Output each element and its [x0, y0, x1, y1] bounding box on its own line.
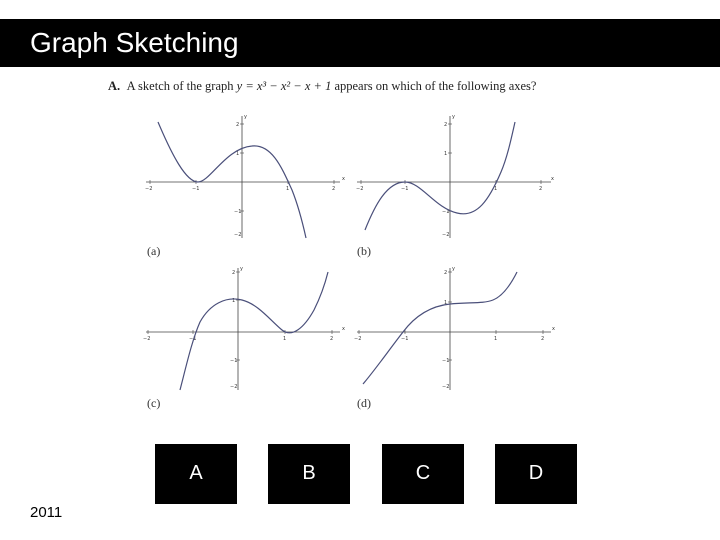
graph-a	[142, 110, 347, 258]
graph-d-plot	[353, 262, 558, 392]
graph-b-label: (b)	[357, 244, 371, 258]
graph-c-ytick-1: 1	[232, 298, 236, 304]
graph-b-plot	[353, 110, 558, 240]
graph-a-xtick-0: −2	[145, 186, 153, 192]
graph-b-xtick-0: −2	[356, 186, 364, 192]
graph-b	[353, 110, 558, 258]
graph-b-xtick-3: 2	[539, 186, 543, 192]
graph-b-ytick-1: 1	[444, 151, 448, 157]
answer-a-button[interactable]: A	[155, 444, 237, 504]
answer-d-button[interactable]: D	[495, 444, 577, 504]
graph-d-ytick-2: −1	[442, 358, 450, 364]
graph-c-ytick-2: −1	[230, 358, 238, 364]
graph-d-curve	[363, 272, 517, 384]
graph-a-ytick-3: −2	[234, 232, 242, 238]
graph-b-x-label: x	[551, 176, 554, 182]
graph-a-label: (a)	[147, 244, 161, 258]
graph-c-xtick-0: −2	[143, 336, 151, 342]
graph-d-ytick-0: 2	[444, 270, 448, 276]
graph-d-xtick-0: −2	[354, 336, 362, 342]
graph-c-xtick-2: 1	[283, 336, 287, 342]
graph-a-xtick-2: 1	[286, 186, 290, 192]
graph-a-xtick-1: −1	[192, 186, 200, 192]
question-equation: y = x³ − x² − x + 1	[236, 79, 332, 93]
graph-c-ytick-3: −2	[230, 384, 238, 390]
graph-d	[353, 262, 558, 410]
graph-a-ytick-0: 2	[236, 122, 240, 128]
slide-year: 2011	[30, 504, 63, 521]
slide-title: Graph Sketching	[30, 27, 239, 58]
graph-c-x-label: x	[342, 326, 345, 332]
question-text-before: A sketch of the graph	[126, 79, 234, 93]
graph-a-ytick-2: −1	[234, 209, 242, 215]
question-text-after: appears on which of the following axes?	[334, 79, 537, 93]
graph-c-curve	[180, 272, 328, 390]
graph-a-y-label: y	[244, 114, 247, 120]
graph-c-xtick-1: −1	[189, 336, 197, 342]
graph-b-ytick-2: −1	[442, 209, 450, 215]
answer-c-button[interactable]: C	[382, 444, 464, 504]
graph-d-ytick-3: −2	[442, 384, 450, 390]
graph-d-xtick-1: −1	[401, 336, 409, 342]
graph-c-plot	[142, 262, 347, 392]
graph-a-curve	[158, 122, 306, 238]
graph-d-label: (d)	[357, 396, 371, 410]
graph-c-label: (c)	[147, 396, 161, 410]
graph-c-ytick-0: 2	[232, 270, 236, 276]
answer-b-button[interactable]: B	[268, 444, 350, 504]
graph-d-xtick-3: 2	[541, 336, 545, 342]
graph-a-plot	[142, 110, 347, 240]
graph-b-y-label: y	[452, 114, 455, 120]
graph-b-ytick-0: 2	[444, 122, 448, 128]
graph-a-x-label: x	[342, 176, 345, 182]
title-bar	[0, 19, 720, 67]
graph-a-xtick-3: 2	[332, 186, 336, 192]
question-text	[108, 79, 536, 94]
graph-c-xtick-3: 2	[330, 336, 334, 342]
graph-b-curve	[365, 122, 515, 230]
graph-d-y-label: y	[452, 266, 455, 272]
graph-d-x-label: x	[552, 326, 555, 332]
graph-c	[142, 262, 347, 410]
graph-a-ytick-1: 1	[236, 151, 240, 157]
graph-d-xtick-2: 1	[494, 336, 498, 342]
graph-b-xtick-2: 1	[494, 186, 498, 192]
question-number: A.	[108, 79, 121, 93]
graph-b-ytick-3: −2	[442, 232, 450, 238]
graph-c-y-label: y	[240, 266, 243, 272]
graph-b-xtick-1: −1	[401, 186, 409, 192]
graph-d-ytick-1: 1	[444, 300, 448, 306]
